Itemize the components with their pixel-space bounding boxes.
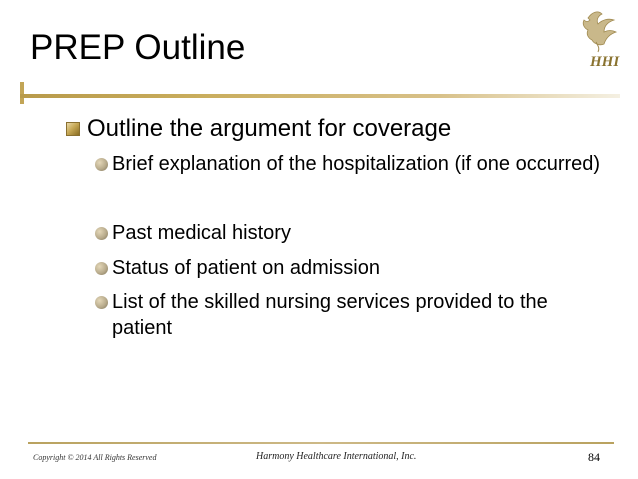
list-item-text: Brief explanation of the hospitalization (if one occurred) <box>112 153 601 175</box>
page-number: 84 <box>588 450 600 464</box>
title-divider <box>20 94 620 98</box>
square-bullet-icon <box>66 122 80 136</box>
dove-logo-icon <box>568 8 628 72</box>
round-bullet-icon <box>95 262 108 275</box>
title-accent-bar <box>20 82 24 104</box>
round-bullet-icon <box>95 158 108 171</box>
round-bullet-icon <box>95 227 108 240</box>
slide-title: PREP Outline <box>30 28 246 67</box>
company-name: Harmony Healthcare International, Inc. <box>256 451 417 462</box>
level1-point: Outline the argument for coverage <box>87 115 452 142</box>
list-item-text: Past medical history <box>112 222 291 244</box>
list-item-text: List of the skilled nursing services provided to the patient <box>112 291 548 339</box>
footer-divider <box>28 442 614 444</box>
round-bullet-icon <box>95 296 108 309</box>
copyright-notice: Copyright © 2014 All Rights Reserved <box>33 453 157 462</box>
logo-text: HHI <box>590 54 620 70</box>
list-item-text: Status of patient on admission <box>112 257 380 279</box>
